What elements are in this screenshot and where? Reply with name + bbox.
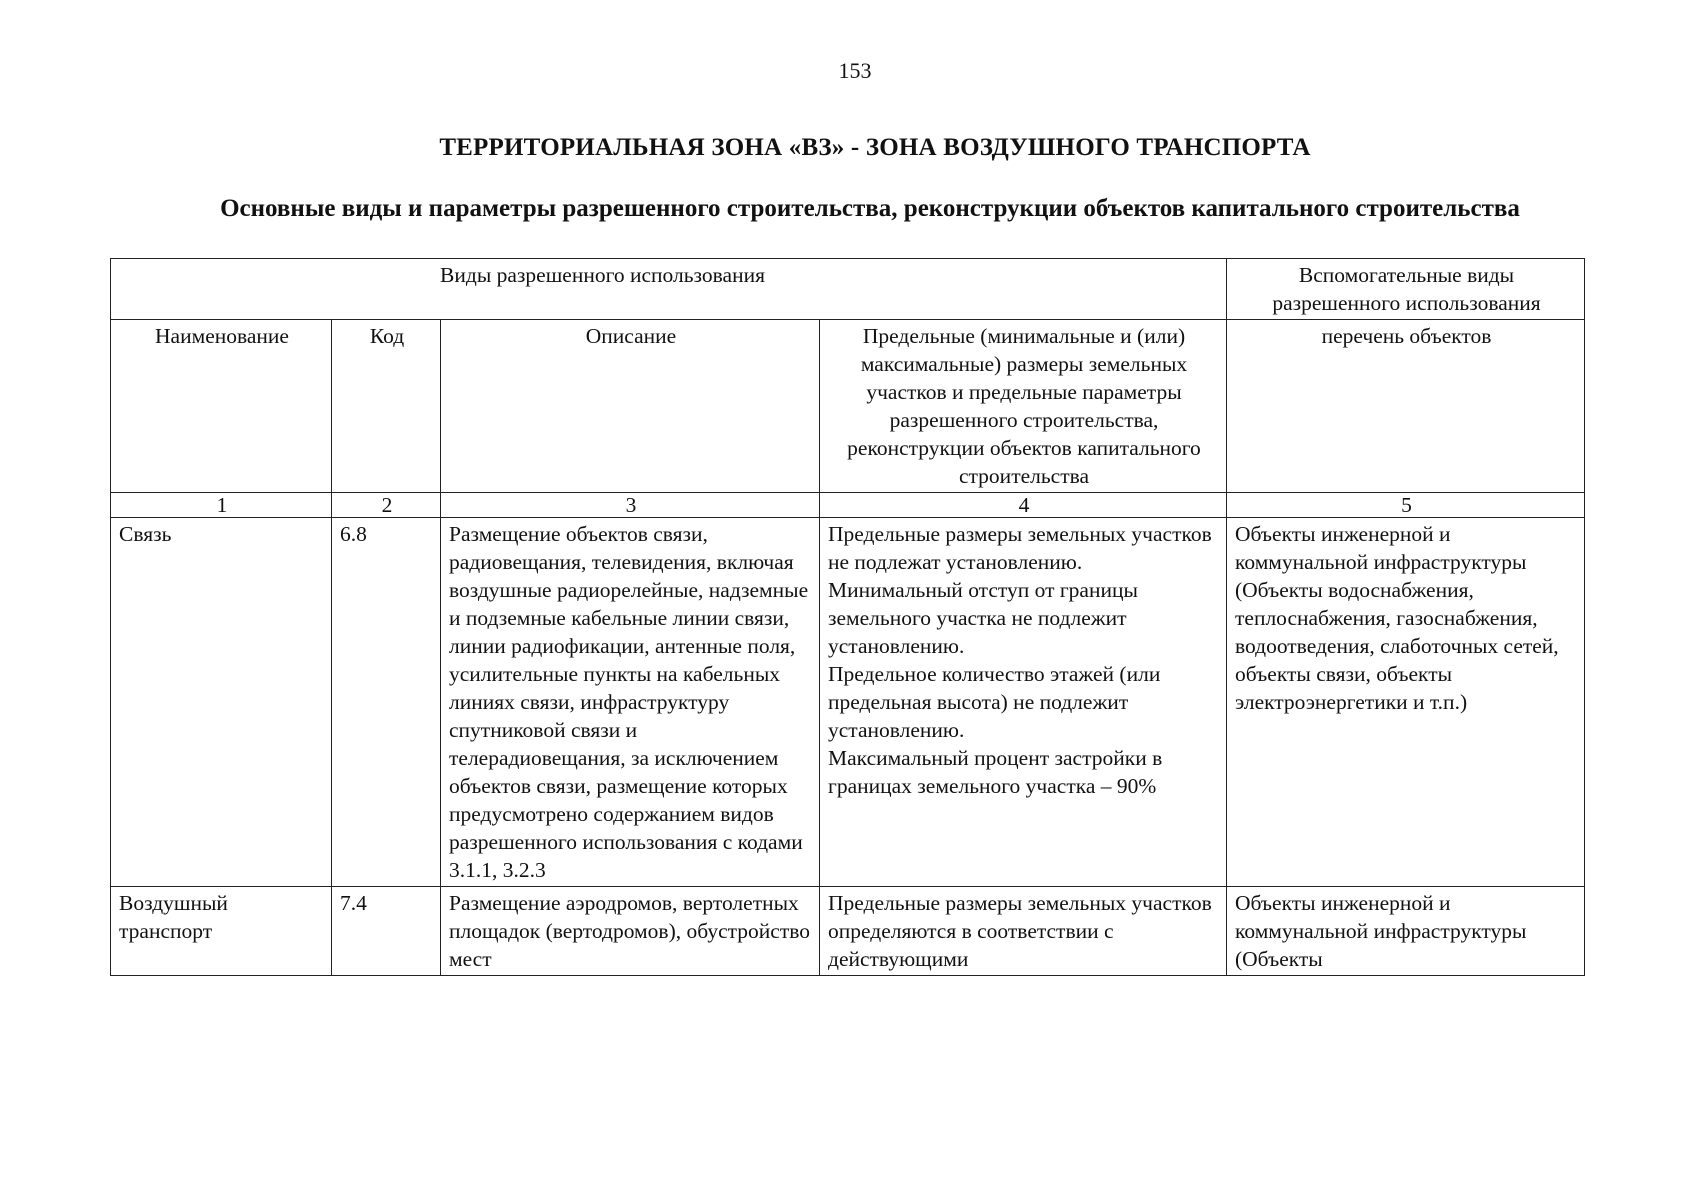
page-number: 153	[838, 58, 872, 83]
row-description-text: Размещение аэродромов, вертолетных площадок (вертодромов), обустройство мест	[449, 891, 810, 971]
column-number: 3	[441, 493, 820, 518]
row-aux: Объекты инженерной и коммунальной инфраструктуры (Объекты водоснабжения, теплоснабжения, газоснабжения, водоотведения, слаботочных сетей, объекты связи, объекты электроэнергетики и т.п.)	[1227, 518, 1585, 887]
column-number-row	[111, 493, 1585, 518]
column-header-params: Предельные (минимальные и (или) максимальные) размеры земельных участков и предельные параметры разрешенного строительства, реконструкции объектов капитального строительства	[820, 320, 1227, 493]
param-line: Предельные размеры земельных участков не подлежат установлению.	[828, 522, 1212, 574]
column-header-name: Наименование	[111, 320, 332, 493]
param-line: Максимальный процент застройки в границах земельного участка – 90%	[828, 746, 1163, 798]
row-code: 6.8	[332, 518, 441, 887]
land-use-table	[110, 258, 1585, 976]
section-title: Основные виды и параметры разрешенного строительства, реконструкции объектов капитального строительства	[220, 195, 1520, 222]
table-row-air-transport	[111, 887, 1585, 976]
column-header-code: Код	[332, 320, 441, 493]
column-header-description: Описание	[441, 320, 820, 493]
param-line: Минимальный отступ от границы земельного участка не подлежит установлению.	[828, 578, 1138, 658]
column-number: 4	[820, 493, 1227, 518]
row-description	[441, 887, 820, 976]
row-name-text: Воздушный транспорт	[119, 891, 228, 943]
group-header-cell: Виды разрешенного использования	[111, 259, 1227, 320]
row-params-text: Предельные размеры земельных участков определяются в соответствии с действующими	[828, 891, 1212, 971]
column-number: 2	[332, 493, 441, 518]
row-name: Связь	[111, 518, 332, 887]
zone-title: ТЕРРИТОРИАЛЬНАЯ ЗОНА «ВЗ» - ЗОНА ВОЗДУШНОГО ТРАНСПОРТА	[439, 134, 1311, 161]
column-number: 1	[111, 493, 332, 518]
param-line: Предельное количество этажей (или предельная высота) не подлежит установлению.	[828, 662, 1161, 742]
row-description: Размещение объектов связи, радиовещания, телевидения, включая воздушные радиорелейные, надземные и подземные кабельные линии связи, линии радиофикации, антенные поля, усилительные пункты на кабельных линиях связи, инфраструктуру спутниковой связи и телерадиовещания, за исключением объектов связи, размещение которых предусмотрено содержанием видов разрешенного использования с кодами 3.1.1, 3.2.3	[441, 518, 820, 887]
row-params	[820, 887, 1227, 976]
row-aux	[1227, 887, 1585, 976]
table-column-header-row	[111, 320, 1585, 493]
column-number: 5	[1227, 493, 1585, 518]
row-code	[332, 887, 441, 976]
row-aux-text: Объекты инженерной и коммунальной инфраструктуры (Объекты	[1235, 891, 1527, 971]
row-name	[111, 887, 332, 976]
table-row-svyaz	[111, 518, 1585, 887]
row-code-text: 7.4	[340, 891, 367, 915]
aux-header-cell: Вспомогательные виды разрешенного использования	[1227, 259, 1585, 320]
table-group-header-row	[111, 259, 1585, 320]
column-header-aux-list: перечень объектов	[1227, 320, 1585, 493]
row-params	[820, 518, 1227, 887]
